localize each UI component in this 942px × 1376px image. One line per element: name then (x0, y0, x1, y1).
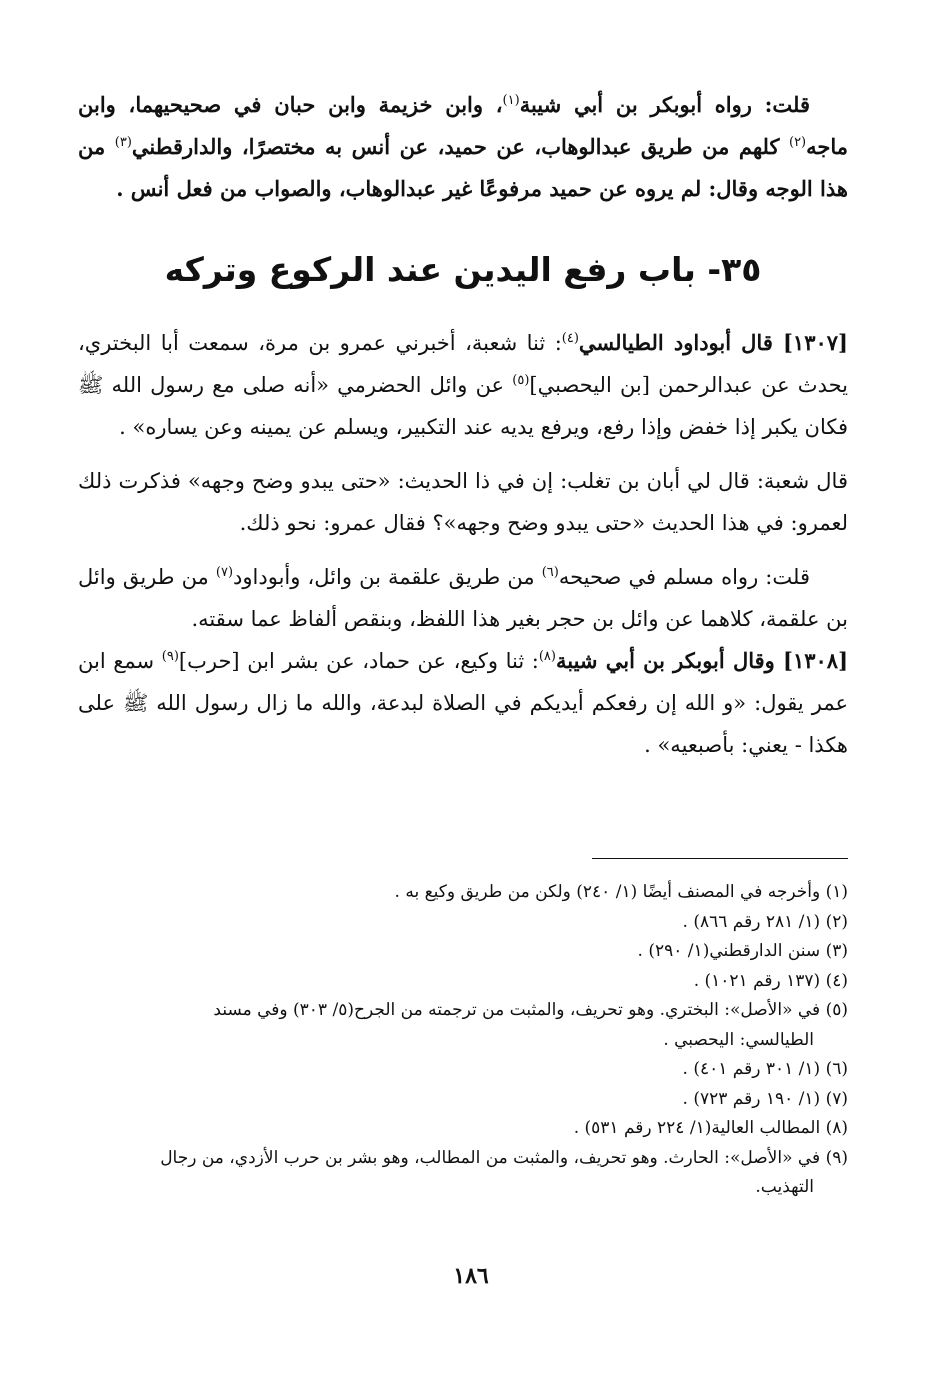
shuba-paragraph: قال شعبة: قال لي أبان بن تغلب: إن في ذا الحديث: «حتى يبدو وضح وجهه» فذكرت ذلك لعمرو: في هذا الحديث «حتى يبدو وضح وجهه»؟ فقال عمرو: نحو ذلك. (78, 469, 848, 535)
footnote-3: (٣) سنن الدارقطني(١/ ٢٩٠) . (637, 941, 848, 961)
hadith-1307-text-a: : ثنا شعبة، أخبرني عمرو بن مرة، سمعت أبا البختري، يحدث عن عبدالرحمن [بن اليحصبي] (78, 331, 849, 397)
intro-text-a: قلت: رواه أبوبكر بن أبي شيبة (519, 92, 811, 117)
chapter-heading: ٣٥- باب رفع اليدين عند الركوع وتركه (164, 250, 762, 289)
page-number: ١٨٦ (453, 1263, 489, 1289)
qult-text-a: قلت: رواه مسلم في صحيحه (558, 565, 810, 589)
qult-text-c: من طريق وائل بن علقمة، كلاهما عن وائل بن حجر بغير هذا اللفظ، وبنقص ألفاظ عما سقته. (78, 565, 848, 631)
footnote-5 (78, 996, 848, 1055)
main-text (78, 84, 848, 766)
intro-paragraph (78, 84, 848, 210)
footnote-6: (٦) (١/ ٣٠١ رقم ٤٠١) . (682, 1059, 848, 1079)
intro-text-c: كلهم من طريق عبدالوهاب، عن حميد، عن أنس به مختصرًا، والدارقطني (131, 134, 789, 159)
footnote-ref-9[interactable]: (٩) (161, 649, 179, 664)
hadith-1308-text-a: : ثنا وكيع، عن حماد، عن بشر ابن [حرب] (178, 649, 539, 673)
footnote-1: (١) وأخرجه في المصنف أيضًا (١/ ٢٤٠) ولكن من طريق وكيع به . (394, 882, 848, 902)
footnote-ref-5[interactable]: (٥) (512, 373, 530, 388)
footnote-ref-8[interactable]: (٨) (538, 649, 556, 664)
footnote-ref-3[interactable]: (٣) (114, 135, 132, 150)
footnote-7: (٧) (١/ ١٩٠ رقم ٧٢٣) . (682, 1088, 848, 1109)
footnote-ref-6[interactable]: (٦) (541, 565, 559, 580)
footnote-2: (٢) (١/ ٢٨١ رقم ٨٦٦) . (682, 911, 848, 932)
footnote-5-line-2: الطيالسي: اليحصبي . (663, 1029, 814, 1050)
footnote-5-line-1: (٥) في «الأصل»: البختري. وهو تحريف، والمثبت من ترجمته من الجرح(٥/ ٣٠٣) وفي مسند (213, 1000, 848, 1020)
footnote-ref-2[interactable]: (٢) (788, 135, 807, 150)
footnote-9-line-1: (٩) في «الأصل»: الحارث. وهو تحريف، والمثبت من المطالب، وهو بشر بن حرب الأزدي، من رجال (160, 1147, 848, 1168)
qult-text-b: من طريق علقمة بن وائل، وأبوداود (233, 565, 542, 589)
footnote-ref-7[interactable]: (٧) (215, 565, 234, 580)
footnotes (78, 878, 848, 1203)
footnote-8: (٨) المطالب العالية(١/ ٢٢٤ رقم ٥٣١) . (573, 1118, 848, 1138)
footnote-ref-1[interactable]: (١) (502, 93, 520, 108)
footnote-9 (78, 1144, 848, 1203)
footnote-9-line-2: التهذيب. (755, 1177, 814, 1197)
intro-text-b: ، وابن خزيمة وابن حبان في صحيحيهما، وابن ماجه (78, 92, 849, 159)
hadith-1307-ref: [١٣٠٧] قال أبوداود الطيالسي (578, 330, 848, 355)
footnote-4: (٤) (١٣٧ رقم ١٠٢١) . (693, 970, 848, 991)
hadith-1308-text-b: سمع ابن عمر يقول: «و الله إن رفعكم أيديكم في الصلاة لبدعة، والله ما زال رسول الله ﷺ على هكذا - يعني: بأصبعيه» . (78, 649, 848, 757)
qult-paragraph (78, 556, 848, 640)
hadith-1307 (78, 322, 848, 448)
intro-text-d: من هذا الوجه وقال: لم يروه عن حميد مرفوعًا غير عبدالوهاب، والصواب من فعل أنس . (78, 134, 848, 201)
hadith-1307-text-b: عن وائل الحضرمي «أنه صلى مع رسول الله ﷺ فكان يكبر إذا خفض وإذا رفع، ويرفع يديه عند التكبير، ويسلم عن يمينه وعن يساره» . (78, 373, 848, 439)
hadith-1308-ref: [١٣٠٨] وقال أبوبكر بن أبي شيبة (555, 648, 848, 673)
hadith-1308 (78, 640, 848, 766)
footnote-ref-4[interactable]: (٤) (561, 331, 579, 346)
footnote-divider (592, 858, 848, 859)
